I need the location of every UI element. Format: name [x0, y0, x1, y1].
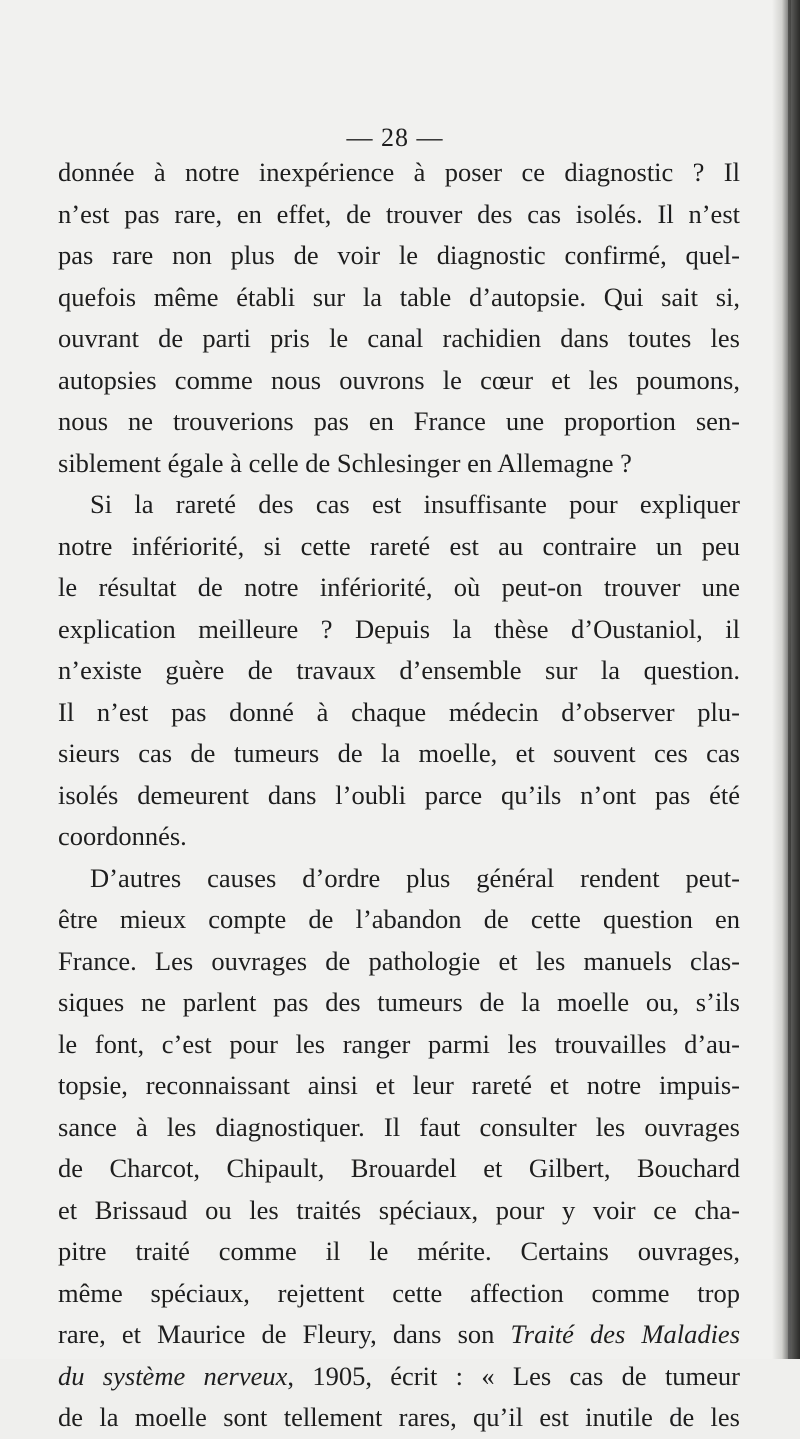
- page-binding-edge: [788, 0, 791, 1359]
- body-text: [58, 152, 740, 1439]
- text-line: même spéciaux, rejettent cette affection comme trop: [58, 1277, 740, 1308]
- text-line: notre infériorité, si cette rareté est au contraire un peu: [58, 530, 740, 561]
- text-line: n’est pas rare, en effet, de trouver des cas isolés. Il n’est: [58, 198, 740, 229]
- text-line: Si la rareté des cas est insuffisante pour expliquer: [90, 489, 740, 519]
- page-gutter-shadow: [772, 0, 800, 1359]
- text-line: nous ne trouverions pas en France une proportion sen-: [58, 406, 740, 436]
- text-line-mixed: [58, 1356, 740, 1398]
- text-run: rare, et Maurice de Fleury, dans son: [58, 1319, 511, 1349]
- text-line: de la moelle sont tellement rares, qu’il est inutile de les: [58, 1402, 740, 1432]
- text-line: isolés demeurent dans l’oubli parce qu’ils n’ont pas été: [58, 779, 740, 810]
- text-line: topsie, reconnaissant ainsi et leur rareté et notre impuis-: [58, 1070, 740, 1100]
- text-line: France. Les ouvrages de pathologie et les manuels clas-: [58, 945, 740, 976]
- page-number: — 28 —: [346, 123, 444, 152]
- text-run: , 1905, écrit : « Les cas de tumeur: [287, 1360, 741, 1391]
- text-line: coordonnés.: [58, 821, 187, 851]
- text-line: donnée à notre inexpérience à poser ce diagnostic ? Il: [58, 157, 740, 187]
- text-line: sance à les diagnostiquer. Il faut consulter les ouvrages: [58, 1111, 740, 1142]
- text-line: n’existe guère de travaux d’ensemble sur la question.: [58, 655, 740, 685]
- text-line: explication meilleure ? Depuis la thèse d’Oustaniol, il: [58, 613, 740, 644]
- text-line: D’autres causes d’ordre plus général rendent peut-: [90, 862, 740, 893]
- text-line: pitre traité comme il le mérite. Certains ouvrages,: [58, 1236, 740, 1266]
- text-line: siques ne parlent pas des tumeurs de la moelle ou, s’ils: [58, 987, 740, 1017]
- book-title-italic: du système nerveux: [58, 1360, 288, 1391]
- text-line: le résultat de notre infériorité, où peut-on trouver une: [58, 572, 740, 602]
- book-title-italic: Traité des Maladies: [510, 1319, 741, 1349]
- text-line: de Charcot, Chipault, Brouardel et Gilbert, Bouchard: [58, 1153, 740, 1183]
- text-line: le font, c’est pour les ranger parmi les trouvailles d’au-: [58, 1028, 740, 1059]
- text-line: être mieux compte de l’abandon de cette question en: [58, 904, 740, 934]
- text-line: Il n’est pas donné à chaque médecin d’observer plu-: [58, 696, 740, 727]
- text-line: quefois même établi sur la table d’autopsie. Qui sait si,: [58, 281, 740, 312]
- text-line-mixed: [58, 1314, 740, 1356]
- text-line: ouvrant de parti pris le canal rachidien dans toutes les: [58, 323, 740, 353]
- text-line: autopsies comme nous ouvrons le cœur et les poumons,: [58, 364, 740, 395]
- text-line: siblement égale à celle de Schlesinger en Allemagne ?: [58, 447, 632, 478]
- text-line: pas rare non plus de voir le diagnostic confirmé, quel-: [58, 240, 740, 270]
- text-line: sieurs cas de tumeurs de la moelle, et souvent ces cas: [58, 738, 740, 768]
- text-line: et Brissaud ou les traités spéciaux, pour y voir ce cha-: [58, 1194, 740, 1225]
